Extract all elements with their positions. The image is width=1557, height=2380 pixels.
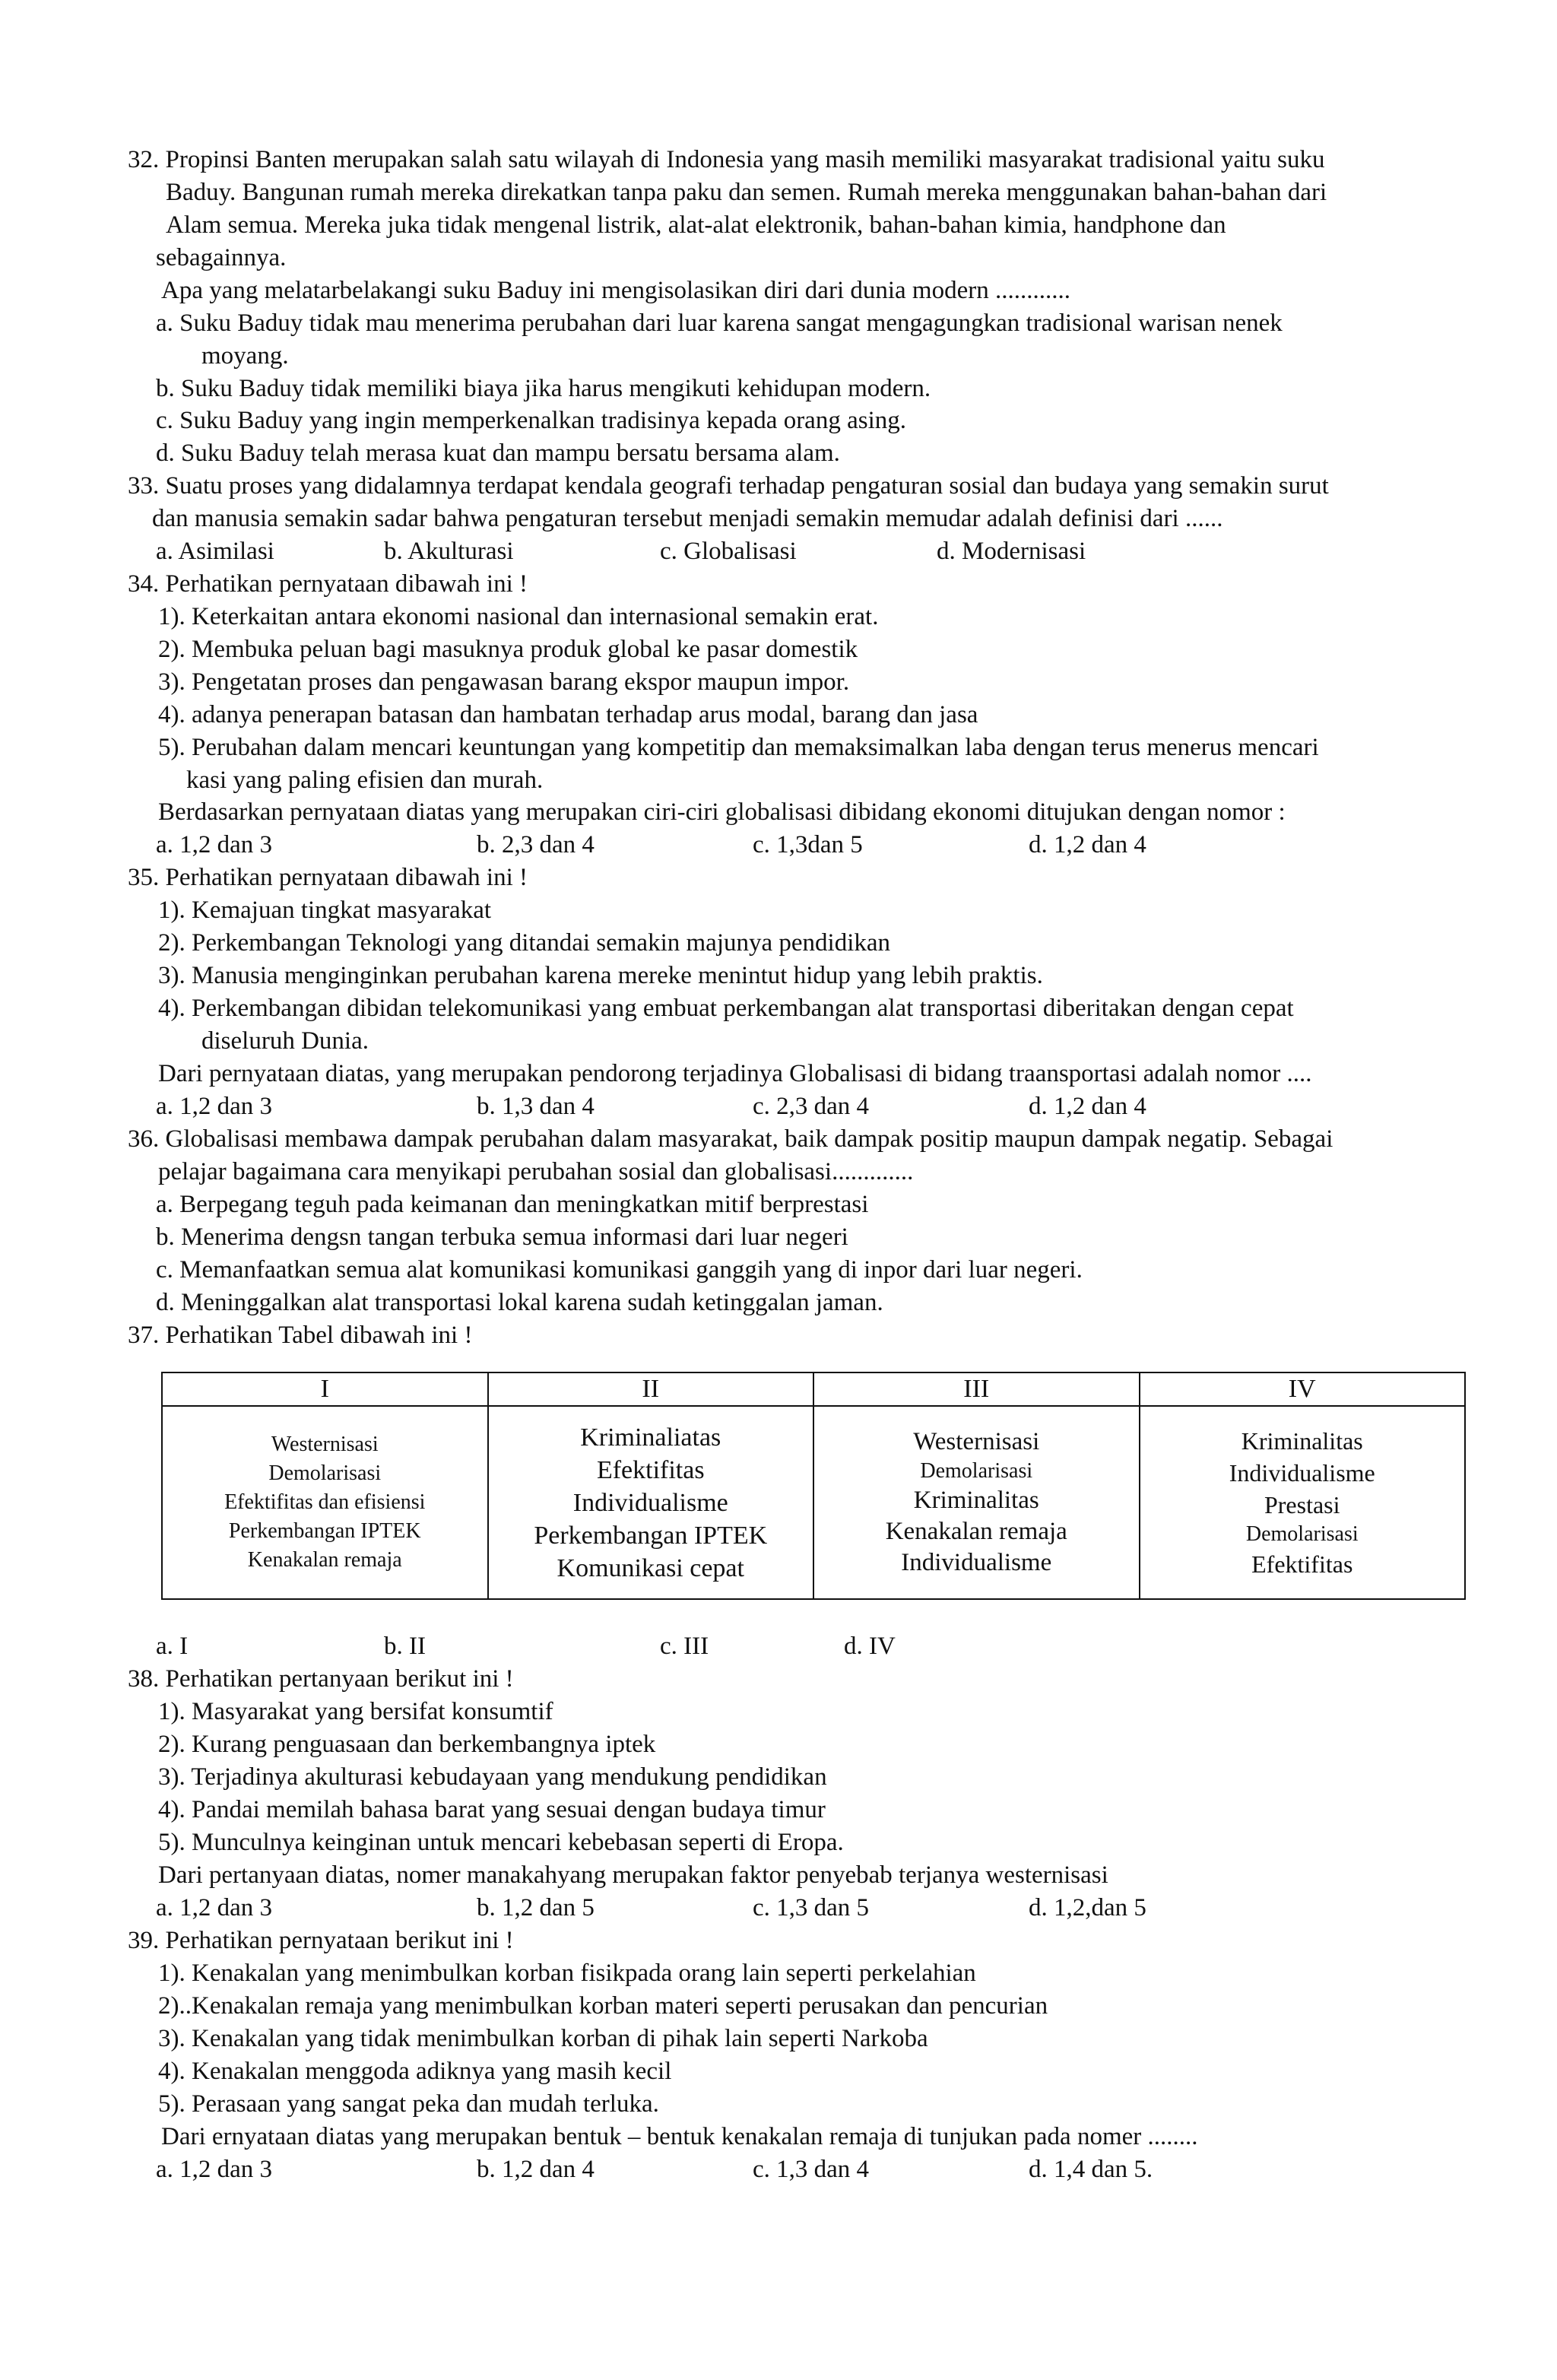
q34-prompt: Berdasarkan pernyataan diatas yang merupakan ciri-ciri globalisasi dibidang ekonomi ditujukan dengan nomor :	[158, 798, 1286, 826]
q34-stem: 34. Perhatikan pernyataan dibawah ini !	[128, 570, 528, 598]
q36-stem-line: 36. Globalisasi membawa dampak perubahan dalam masyarakat, baik dampak positip maupun dampak negatip. Sebagai	[128, 1125, 1333, 1153]
cell-item: Demolarisasi	[1245, 1522, 1359, 1546]
q32-option-b: b. Suku Baduy tidak memiliki biaya jika harus mengikuti kehidupan modern.	[156, 375, 931, 402]
q36-option-d: d. Meninggalkan alat transportasi lokal karena sudah ketinggalan jaman.	[156, 1289, 883, 1316]
cell-item: Efektifitas dan efisiensi	[224, 1490, 426, 1514]
cell-item: Demolarisasi	[920, 1459, 1033, 1483]
q39-statement-4: 4). Kenakalan menggoda adiknya yang masih kecil	[158, 2058, 672, 2085]
cell-item: Individualisme	[1229, 1459, 1375, 1487]
cell-item: Komunikasi cepat	[557, 1553, 744, 1582]
cell-item: Kriminalitas	[1241, 1427, 1363, 1455]
q35-option-d: d. 1,2 dan 4	[1029, 1093, 1146, 1120]
q34-statement-5: 5). Perubahan dalam mencari keuntungan yang kompetitip dan memaksimalkan laba dengan terus menerus mencari	[158, 734, 1319, 761]
q34-option-a: a. 1,2 dan 3	[156, 831, 273, 858]
q35-statement-4: 4). Perkembangan dibidan telekomunikasi yang embuat perkembangan alat transportasi diberitakan dengan cepat	[158, 995, 1294, 1022]
q38-statement-4: 4). Pandai memilah bahasa barat yang sesuai dengan budaya timur	[158, 1796, 826, 1823]
q37-option-b: b. II	[384, 1633, 426, 1660]
q39-statement-2: 2)..Kenakalan remaja yang menimbulkan korban materi seperti perusakan dan pencurian	[158, 1992, 1048, 2020]
table-cell	[1140, 1406, 1466, 1599]
cell-item: Kenakalan remaja	[885, 1518, 1067, 1545]
table-header-row	[162, 1372, 1465, 1406]
q39-statement-1: 1). Kenakalan yang menimbulkan korban fisikpada orang lain seperti perkelahian	[158, 1960, 976, 1987]
q39-stem: 39. Perhatikan pernyataan berikut ini !	[128, 1927, 514, 1954]
q32-stem-line: Baduy. Bangunan rumah mereka direkatkan tanpa paku dan semen. Rumah mereka menggunakan bahan-bahan dari	[166, 179, 1327, 206]
q39-statement-5: 5). Perasaan yang sangat peka dan mudah terluka.	[158, 2090, 659, 2118]
q36-option-b: b. Menerima dengsn tangan terbuka semua informasi dari luar negeri	[156, 1223, 848, 1251]
q39-option-c: c. 1,3 dan 4	[753, 2156, 870, 2183]
table-header-cell: III	[813, 1372, 1140, 1406]
q39-option-d: d. 1,4 dan 5.	[1029, 2156, 1153, 2183]
q34-statement-4: 4). adanya penerapan batasan dan hambatan terhadap arus modal, barang dan jasa	[158, 701, 978, 728]
q33-option-c: c. Globalisasi	[660, 538, 797, 565]
q35-prompt: Dari pernyataan diatas, yang merupakan pendorong terjadinya Globalisasi di bidang traansportasi adalah nomor ....	[158, 1060, 1312, 1087]
q37-table	[161, 1372, 1466, 1600]
table-header-cell: II	[488, 1372, 814, 1406]
q38-option-c: c. 1,3 dan 5	[753, 1894, 870, 1921]
q39-option-a: a. 1,2 dan 3	[156, 2156, 273, 2183]
q34-statement-5-cont: kasi yang paling efisien dan murah.	[186, 766, 544, 794]
q33-option-d: d. Modernisasi	[937, 538, 1086, 565]
q35-option-b: b. 1,3 dan 4	[477, 1093, 595, 1120]
q38-stem: 38. Perhatikan pertanyaan berikut ini !	[128, 1665, 514, 1693]
q32-option-a-cont: moyang.	[201, 342, 289, 370]
q34-statement-3: 3). Pengetatan proses dan pengawasan barang ekspor maupun impor.	[158, 668, 850, 696]
q35-statement-4-cont: diseluruh Dunia.	[201, 1027, 369, 1055]
q32-option-d: d. Suku Baduy telah merasa kuat dan mampu bersatu bersama alam.	[156, 440, 840, 467]
q35-statement-3: 3). Manusia menginginkan perubahan karena mereke menintut hidup yang lebih praktis.	[158, 962, 1043, 989]
cell-item: Demolarisasi	[268, 1461, 382, 1485]
q32-option-c: c. Suku Baduy yang ingin memperkenalkan tradisinya kepada orang asing.	[156, 407, 906, 434]
cell-item: Individualisme	[901, 1549, 1052, 1576]
cell-item: Westernisasi	[913, 1428, 1040, 1455]
table-cell	[488, 1406, 814, 1599]
table-header-cell: I	[162, 1372, 488, 1406]
table-cell	[813, 1406, 1140, 1599]
q38-statement-1: 1). Masyarakat yang bersifat konsumtif	[158, 1698, 553, 1725]
q32-stem-line: Alam semua. Mereka juka tidak mengenal listrik, alat-alat elektronik, bahan-bahan kimia, handphone dan	[166, 211, 1226, 239]
q32-stem-line: sebagainnya.	[156, 244, 287, 271]
q35-statement-1: 1). Kemajuan tingkat masyarakat	[158, 896, 492, 924]
q34-option-b: b. 2,3 dan 4	[477, 831, 595, 858]
cell-item: Perkembangan IPTEK	[534, 1521, 768, 1550]
q36-option-a: a. Berpegang teguh pada keimanan dan meningkatkan mitif berprestasi	[156, 1191, 869, 1218]
q39-prompt: Dari ernyataan diatas yang merupakan bentuk – bentuk kenakalan remaja di tunjukan pada nomer ........	[161, 2123, 1198, 2150]
q38-option-a: a. 1,2 dan 3	[156, 1894, 273, 1921]
q37-stem: 37. Perhatikan Tabel dibawah ini !	[128, 1322, 473, 1349]
q34-option-d: d. 1,2 dan 4	[1029, 831, 1146, 858]
q38-statement-2: 2). Kurang penguasaan dan berkembangnya iptek	[158, 1731, 656, 1758]
q38-statement-3: 3). Terjadinya akulturasi kebudayaan yang mendukung pendidikan	[158, 1763, 827, 1791]
table-header-cell: IV	[1140, 1372, 1466, 1406]
q34-option-c: c. 1,3dan 5	[753, 831, 863, 858]
q36-stem-line: pelajar bagaimana cara menyikapi perubahan sosial dan globalisasi.............	[158, 1158, 914, 1185]
cell-item: Individualisme	[572, 1488, 728, 1517]
q35-statement-2: 2). Perkembangan Teknologi yang ditandai semakin majunya pendidikan	[158, 929, 891, 957]
q37-option-c: c. III	[660, 1633, 709, 1660]
q34-statement-1: 1). Keterkaitan antara ekonomi nasional dan internasional semakin erat.	[158, 603, 879, 630]
q33-option-a: a. Asimilasi	[156, 538, 274, 565]
q36-option-c: c. Memanfaatkan semua alat komunikasi komunikasi ganggih yang di inpor dari luar negeri.	[156, 1256, 1083, 1284]
cell-item: Kenakalan remaja	[247, 1548, 402, 1572]
q33-stem-line: 33. Suatu proses yang didalamnya terdapat kendala geografi terhadap pengaturan sosial dan budaya yang semakin surut	[128, 472, 1329, 500]
q33-option-b: b. Akulturasi	[384, 538, 514, 565]
q35-option-a: a. 1,2 dan 3	[156, 1093, 273, 1120]
q37-option-d: d. IV	[844, 1633, 896, 1660]
q39-option-b: b. 1,2 dan 4	[477, 2156, 595, 2183]
q32-option-a: a. Suku Baduy tidak mau menerima perubahan dari luar karena sangat mengagungkan tradisional warisan nenek	[156, 309, 1283, 337]
cell-item: Perkembangan IPTEK	[228, 1519, 421, 1543]
cell-item: Efektifitas	[596, 1455, 705, 1484]
q32-prompt: Apa yang melatarbelakangi suku Baduy ini mengisolasikan diri dari dunia modern ............	[161, 277, 1070, 304]
q39-statement-3: 3). Kenakalan yang tidak menimbulkan korban di pihak lain seperti Narkoba	[158, 2025, 928, 2052]
q38-option-b: b. 1,2 dan 5	[477, 1894, 595, 1921]
q38-prompt: Dari pertanyaan diatas, nomer manakahyang merupakan faktor penyebab terjanya westernisasi	[158, 1861, 1108, 1889]
table-cell	[162, 1406, 488, 1599]
cell-item: Kriminaliatas	[580, 1423, 721, 1452]
table-row	[162, 1406, 1465, 1599]
cell-item: Kriminalitas	[913, 1487, 1039, 1514]
q38-option-d: d. 1,2,dan 5	[1029, 1894, 1146, 1921]
q35-option-c: c. 2,3 dan 4	[753, 1093, 870, 1120]
cell-item: Prestasi	[1264, 1491, 1340, 1518]
q34-statement-2: 2). Membuka peluan bagi masuknya produk global ke pasar domestik	[158, 636, 858, 663]
q33-stem-line: dan manusia semakin sadar bahwa pengaturan tersebut menjadi semakin memudar adalah definisi dari ......	[152, 505, 1223, 532]
cell-item: Efektifitas	[1251, 1550, 1353, 1578]
q32-stem-line: 32. Propinsi Banten merupakan salah satu wilayah di Indonesia yang masih memiliki masyarakat tradisional yaitu suku	[128, 146, 1325, 173]
q38-statement-5: 5). Munculnya keinginan untuk mencari kebebasan seperti di Eropa.	[158, 1829, 844, 1856]
q35-stem: 35. Perhatikan pernyataan dibawah ini !	[128, 864, 528, 891]
cell-item: Westernisasi	[271, 1433, 379, 1456]
q37-option-a: a. I	[156, 1633, 189, 1660]
